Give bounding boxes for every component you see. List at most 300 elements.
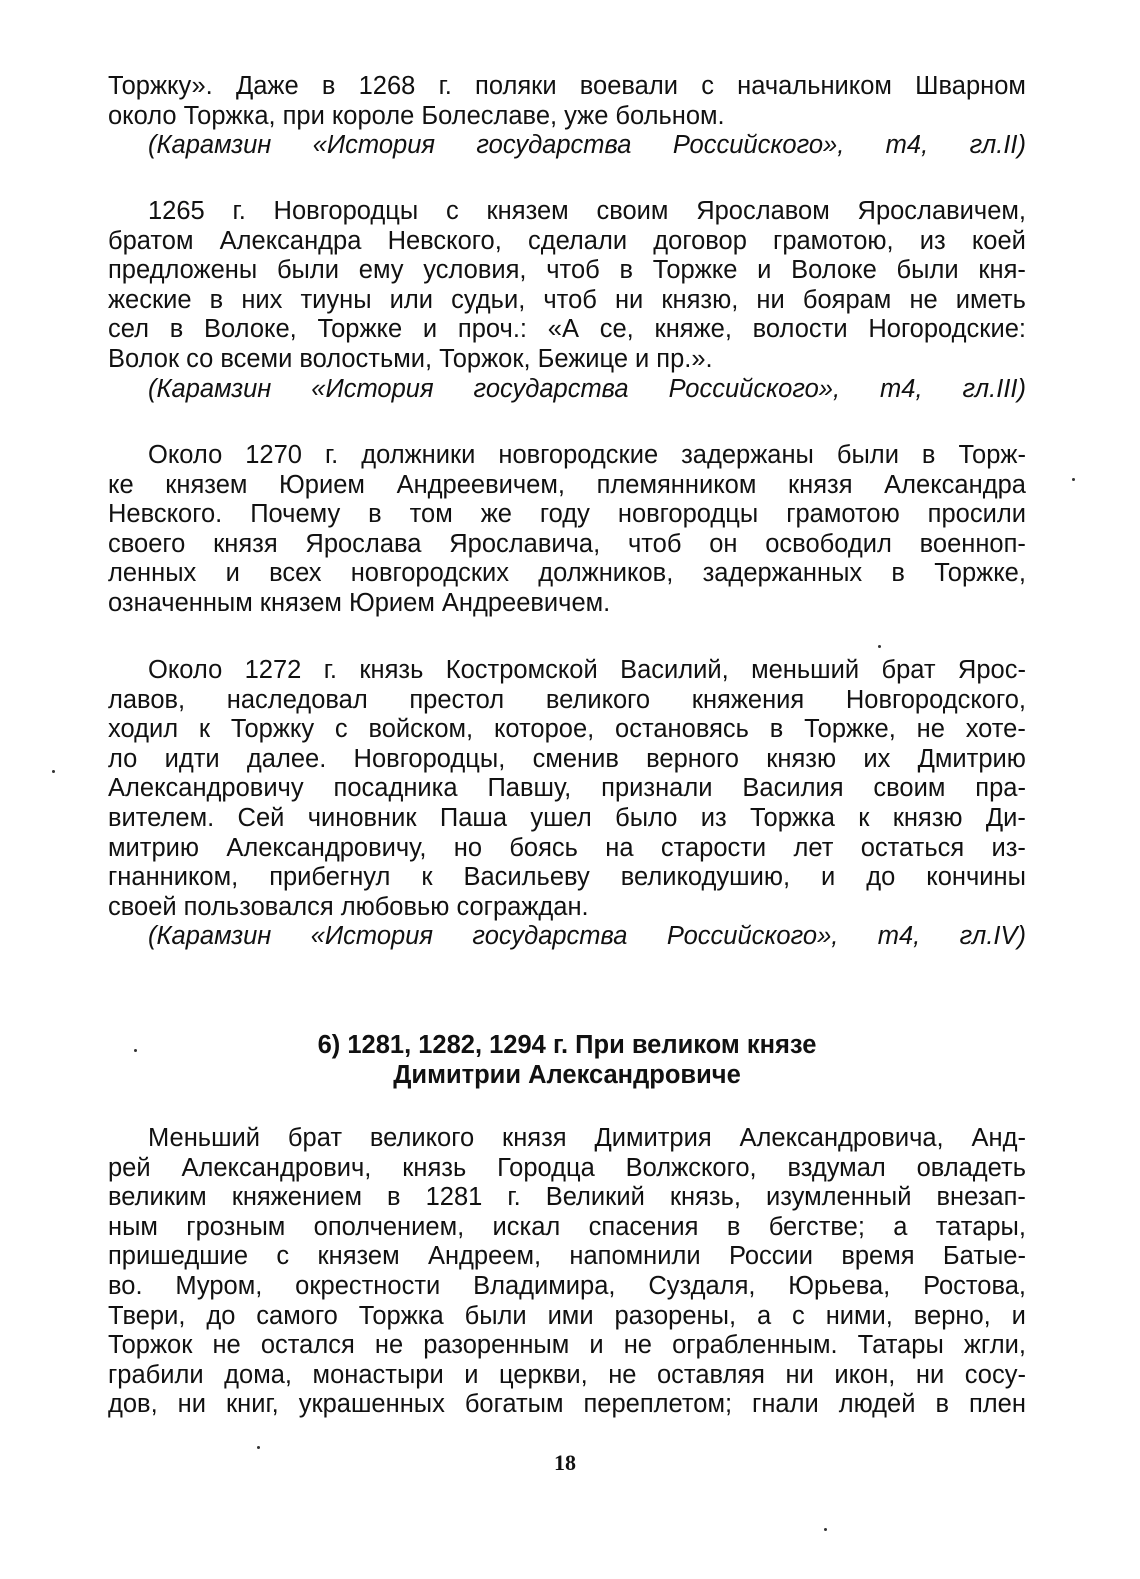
word: просили bbox=[927, 500, 1026, 529]
word: князя bbox=[213, 529, 278, 558]
word: Ярос- bbox=[957, 656, 1026, 684]
word: князю bbox=[766, 744, 837, 773]
word: 1281 bbox=[425, 1183, 483, 1212]
word: брат bbox=[287, 1124, 342, 1152]
word: князем bbox=[486, 197, 569, 225]
scan-speck bbox=[824, 1528, 827, 1531]
word: сделали bbox=[527, 226, 628, 255]
word: князя bbox=[788, 470, 853, 499]
word: и bbox=[225, 559, 240, 588]
word: в bbox=[769, 715, 784, 744]
word: их bbox=[863, 744, 891, 773]
word: прибегнул bbox=[269, 863, 391, 892]
word: были bbox=[836, 441, 899, 469]
word: митрию bbox=[108, 833, 200, 862]
word: задержанных bbox=[702, 559, 863, 588]
citation: (Карамзин «История государства Российского», т4, гл.IV) bbox=[148, 922, 1026, 951]
word: Татары bbox=[857, 1331, 944, 1360]
word: в bbox=[387, 1183, 401, 1212]
word: и bbox=[635, 344, 650, 373]
scan-speck bbox=[257, 1446, 260, 1449]
word: и bbox=[589, 1331, 604, 1360]
word: иметь bbox=[955, 285, 1026, 314]
text-line bbox=[108, 589, 1026, 619]
word: условия, bbox=[423, 256, 527, 285]
word: ным bbox=[108, 1212, 158, 1241]
word: Шварном bbox=[915, 72, 1026, 100]
word: Ярослава bbox=[305, 529, 422, 558]
word: жеские bbox=[108, 285, 192, 314]
word: Василия bbox=[742, 774, 844, 803]
word: грамотою, bbox=[773, 226, 894, 255]
paragraph-1281 bbox=[108, 1124, 1026, 1420]
word: из bbox=[919, 226, 946, 255]
word: в bbox=[726, 1212, 741, 1241]
text-line bbox=[108, 471, 1026, 501]
word: Ростова, bbox=[923, 1271, 1026, 1300]
paragraph-continuation bbox=[108, 72, 1026, 161]
word: не bbox=[608, 1360, 637, 1389]
word: Василий, bbox=[620, 656, 729, 684]
word: со bbox=[186, 344, 214, 373]
word: 1265 bbox=[148, 197, 205, 225]
word: были bbox=[464, 1301, 527, 1330]
word: ленных bbox=[108, 559, 197, 588]
word: Торж- bbox=[958, 441, 1026, 469]
word: идти bbox=[164, 744, 220, 773]
text-line bbox=[108, 315, 1026, 345]
word: том bbox=[409, 500, 453, 529]
word: Бежице bbox=[537, 344, 629, 373]
word: пользовался bbox=[183, 892, 334, 921]
word: время bbox=[841, 1242, 915, 1271]
word: вздумал bbox=[787, 1153, 886, 1182]
text-line bbox=[108, 1390, 1026, 1420]
word: се, bbox=[599, 315, 634, 344]
word: пр.». bbox=[656, 344, 713, 373]
word: самого bbox=[256, 1301, 338, 1330]
word: боясь bbox=[509, 833, 578, 862]
word: признали bbox=[601, 774, 713, 803]
word: бегстве; bbox=[768, 1212, 865, 1241]
word: Юрием bbox=[279, 470, 365, 499]
word: в bbox=[321, 72, 336, 100]
word: не bbox=[212, 1331, 241, 1360]
word: не bbox=[623, 1331, 652, 1360]
word: дов, bbox=[108, 1390, 158, 1419]
word: сменив bbox=[532, 744, 619, 773]
word: были bbox=[896, 256, 959, 285]
word: княже, bbox=[654, 315, 732, 344]
word: Андреевичем. bbox=[441, 588, 611, 617]
text-line bbox=[108, 1361, 1026, 1391]
word: лет bbox=[793, 833, 834, 862]
word: остановясь bbox=[615, 715, 749, 744]
word: освободил bbox=[765, 529, 892, 558]
word: в bbox=[935, 1390, 949, 1419]
word: Андреевичем, bbox=[396, 470, 565, 499]
word: овладеть bbox=[916, 1153, 1026, 1182]
word: ограбленным. bbox=[672, 1331, 838, 1360]
word: князь bbox=[359, 656, 424, 684]
word: брат bbox=[881, 656, 936, 684]
word: Сей bbox=[237, 803, 285, 832]
word: не bbox=[909, 285, 938, 314]
word: с bbox=[701, 72, 714, 100]
word: жгли, bbox=[963, 1331, 1026, 1360]
word: Александрович, bbox=[181, 1153, 372, 1182]
word: Торжка, bbox=[183, 101, 276, 130]
paragraph-1270 bbox=[108, 441, 1026, 619]
text-line bbox=[108, 1213, 1026, 1243]
word: Почему bbox=[250, 500, 341, 529]
section-heading-line-1: 6) 1281, 1282, 1294 г. При великом князе bbox=[317, 1031, 817, 1059]
word: г. bbox=[324, 441, 339, 469]
word: означенным bbox=[108, 588, 253, 617]
word: и bbox=[757, 256, 772, 285]
word: племянником bbox=[596, 470, 757, 499]
word: Павшу, bbox=[487, 774, 572, 803]
word: но bbox=[453, 833, 483, 862]
text-line bbox=[108, 804, 1026, 834]
word: волости bbox=[752, 315, 848, 344]
word: великим bbox=[108, 1183, 207, 1212]
word: княжения bbox=[691, 685, 805, 714]
paragraph-1272 bbox=[108, 656, 1026, 952]
word: же bbox=[480, 500, 512, 529]
word: короле bbox=[331, 101, 415, 130]
word: он bbox=[709, 529, 738, 558]
word: Васильеву bbox=[463, 863, 590, 892]
word: сел bbox=[108, 315, 149, 344]
word: Ногородские: bbox=[868, 315, 1026, 344]
word: Паша bbox=[439, 803, 508, 832]
word: Юрием bbox=[348, 588, 435, 617]
word: новгородцы bbox=[617, 500, 759, 529]
word: великодушию, bbox=[620, 863, 791, 892]
text-line bbox=[108, 345, 1026, 375]
word: внезап- bbox=[936, 1183, 1026, 1212]
text-line bbox=[108, 686, 1026, 716]
word: судьи, bbox=[451, 285, 526, 314]
word: вителем. bbox=[108, 803, 215, 832]
word: Торжке bbox=[652, 256, 738, 285]
text-line bbox=[108, 500, 1026, 530]
word: Великий bbox=[545, 1183, 645, 1212]
word: воевали bbox=[579, 72, 678, 100]
text-line bbox=[108, 1183, 1026, 1213]
word: не bbox=[374, 1331, 404, 1360]
word: своей bbox=[108, 892, 177, 921]
word: новгородских bbox=[350, 559, 510, 588]
word: Волжского, bbox=[625, 1153, 757, 1182]
word: меньший bbox=[751, 656, 860, 684]
word: Димитрия bbox=[594, 1124, 712, 1152]
word: наследовал bbox=[226, 685, 368, 714]
word: разоренным bbox=[423, 1331, 570, 1360]
word: переплетом; bbox=[583, 1390, 733, 1419]
word: всеми bbox=[220, 344, 293, 373]
word: пра- bbox=[975, 774, 1026, 803]
word: разорены, bbox=[614, 1301, 737, 1330]
word: грозным bbox=[186, 1212, 286, 1241]
word: в bbox=[169, 315, 184, 344]
text-line bbox=[108, 1154, 1026, 1184]
word: из bbox=[700, 803, 727, 832]
text-line bbox=[108, 656, 1026, 686]
word: военноп- bbox=[919, 529, 1026, 558]
word: далее. bbox=[246, 744, 327, 773]
word: ними, bbox=[825, 1301, 893, 1330]
text-line bbox=[108, 745, 1026, 775]
scan-speck bbox=[1072, 478, 1075, 481]
word: Торжке, bbox=[934, 559, 1026, 588]
word: Около bbox=[148, 656, 223, 684]
word: к bbox=[198, 715, 211, 744]
word: ходил bbox=[108, 715, 179, 744]
word: во. bbox=[108, 1271, 143, 1300]
word: предложены bbox=[108, 256, 258, 285]
word: чтоб bbox=[546, 256, 600, 285]
word: верно, bbox=[913, 1301, 991, 1330]
word: татары, bbox=[935, 1212, 1026, 1241]
word: ими bbox=[547, 1301, 594, 1330]
word: 1268 bbox=[358, 72, 416, 100]
text-line bbox=[108, 1302, 1026, 1332]
word: старости bbox=[660, 833, 767, 862]
word: боярам bbox=[802, 285, 892, 314]
word: остался bbox=[260, 1331, 355, 1360]
word: них bbox=[241, 285, 283, 314]
word: князю, bbox=[661, 285, 739, 314]
word: договор bbox=[653, 226, 747, 255]
word: князь bbox=[402, 1153, 467, 1182]
word: оставляя bbox=[657, 1360, 765, 1389]
text-line bbox=[108, 72, 1026, 102]
word: до bbox=[206, 1301, 236, 1330]
word: Муром, bbox=[175, 1271, 263, 1300]
word: верного bbox=[646, 744, 739, 773]
word: ушел bbox=[530, 803, 592, 832]
word: плен bbox=[968, 1390, 1026, 1419]
text-line bbox=[108, 256, 1026, 286]
word: Волоке bbox=[791, 256, 877, 285]
word: сограждан. bbox=[456, 892, 589, 921]
scan-speck bbox=[878, 645, 881, 648]
word: изумленный bbox=[766, 1183, 912, 1212]
word: новгородские bbox=[498, 441, 659, 469]
word: княжением bbox=[231, 1183, 363, 1212]
word: не bbox=[916, 715, 945, 744]
text-line bbox=[108, 286, 1026, 316]
word: г. bbox=[507, 1183, 521, 1212]
word: Батые- bbox=[942, 1242, 1026, 1271]
word: Торжке bbox=[317, 315, 403, 344]
word: престол bbox=[409, 685, 505, 714]
word: Ди- bbox=[985, 803, 1026, 832]
word: из- bbox=[991, 833, 1026, 862]
word: ло bbox=[108, 744, 138, 773]
word: г. bbox=[438, 72, 452, 100]
word: Торжке, bbox=[804, 715, 896, 744]
word: волостьми, bbox=[299, 344, 433, 373]
word: князем bbox=[259, 588, 342, 617]
word: до bbox=[866, 863, 896, 892]
citation: (Карамзин «История государства Российского», т4, гл.III) bbox=[148, 374, 1026, 403]
word: которое, bbox=[493, 715, 595, 744]
word: остаться bbox=[860, 833, 965, 862]
word: ке bbox=[108, 470, 134, 499]
word: Твери, bbox=[108, 1301, 186, 1330]
word: дома, bbox=[224, 1360, 293, 1389]
word: лавов, bbox=[108, 685, 186, 714]
word: окрестности bbox=[295, 1271, 441, 1300]
word: кончины bbox=[926, 863, 1026, 892]
word: монастыри bbox=[312, 1360, 444, 1389]
word: Невского, bbox=[387, 226, 502, 255]
word: на bbox=[605, 833, 634, 862]
word: Даже bbox=[235, 72, 299, 100]
word: в bbox=[891, 559, 905, 588]
word: 1272 bbox=[244, 656, 302, 684]
text-line bbox=[108, 227, 1026, 257]
word: Дмитрию bbox=[917, 744, 1026, 773]
word: при bbox=[282, 101, 325, 130]
word: с bbox=[446, 197, 459, 225]
word: Анд- bbox=[971, 1124, 1026, 1152]
word: икон, bbox=[834, 1360, 896, 1389]
word: г. bbox=[323, 656, 337, 684]
word: Торжку». bbox=[108, 72, 213, 100]
word: в bbox=[619, 256, 634, 285]
word: ни bbox=[785, 1360, 814, 1389]
word: году bbox=[539, 500, 590, 529]
word: к bbox=[858, 803, 870, 832]
word: Меньший bbox=[148, 1124, 261, 1152]
word: ни bbox=[915, 1360, 945, 1389]
word: братом bbox=[108, 226, 194, 255]
text-line bbox=[108, 774, 1026, 804]
word: в bbox=[368, 500, 382, 529]
word: г. bbox=[232, 197, 246, 225]
word: ни bbox=[614, 285, 644, 314]
word: Торжка bbox=[749, 803, 835, 832]
word: в bbox=[209, 285, 224, 314]
word: людей bbox=[838, 1390, 916, 1419]
word: напомнили bbox=[569, 1242, 701, 1271]
word: «А bbox=[547, 315, 579, 344]
word: Торжок bbox=[108, 1331, 193, 1360]
text-line bbox=[108, 863, 1026, 893]
word: своего bbox=[108, 529, 186, 558]
word: своим bbox=[873, 774, 946, 803]
word: украшенных bbox=[298, 1390, 445, 1419]
word: начальником bbox=[737, 72, 892, 100]
word: с bbox=[792, 1301, 805, 1330]
word: Новгородцы, bbox=[353, 744, 506, 773]
section-heading-line-2: Димитрии Александровиче bbox=[393, 1061, 741, 1089]
word: пришедшие bbox=[108, 1242, 249, 1271]
word: Волок bbox=[108, 344, 180, 373]
word: уже bbox=[564, 101, 609, 130]
word: Костромской bbox=[445, 656, 598, 684]
word: чтоб bbox=[627, 529, 682, 558]
word: Новгородского, bbox=[845, 685, 1026, 714]
word: великого bbox=[369, 1124, 475, 1152]
word: Андреем, bbox=[427, 1242, 542, 1271]
word: Александра bbox=[884, 470, 1026, 499]
word: Ярославича, bbox=[449, 529, 601, 558]
word: чиновник bbox=[307, 803, 417, 832]
text-line bbox=[108, 530, 1026, 560]
text-line bbox=[108, 1331, 1026, 1361]
word: гнанником, bbox=[108, 863, 239, 892]
word: ему bbox=[358, 256, 404, 285]
paragraph-1265 bbox=[108, 197, 1026, 404]
word: церкви, bbox=[498, 1360, 588, 1389]
word: Александровича, bbox=[739, 1124, 944, 1152]
word: князем bbox=[165, 470, 248, 499]
text-line bbox=[108, 102, 1026, 132]
text-line bbox=[108, 834, 1026, 864]
word: задержаны bbox=[681, 441, 814, 469]
word: или bbox=[389, 285, 434, 314]
word: коей bbox=[971, 226, 1026, 255]
word: России bbox=[728, 1242, 814, 1271]
section-heading bbox=[108, 1030, 1026, 1090]
word: к bbox=[421, 863, 433, 892]
word: спасения bbox=[588, 1212, 699, 1241]
word: Суздаля, bbox=[648, 1271, 756, 1300]
word: больном. bbox=[615, 101, 725, 130]
word: войском, bbox=[368, 715, 474, 744]
word: Городца bbox=[497, 1153, 595, 1182]
word: грабили bbox=[108, 1360, 204, 1389]
text-line bbox=[108, 1124, 1026, 1154]
word: а bbox=[756, 1301, 772, 1330]
word: Владимира, bbox=[473, 1271, 616, 1300]
word: Александровичу, bbox=[226, 833, 427, 862]
word: с bbox=[276, 1242, 290, 1271]
word: и bbox=[422, 315, 438, 344]
word: ни bbox=[177, 1390, 206, 1419]
word: книг, bbox=[225, 1390, 279, 1419]
word: кня- bbox=[978, 256, 1026, 285]
word: любовью bbox=[340, 892, 450, 921]
word: Болеславе, bbox=[421, 101, 558, 130]
text-line bbox=[108, 715, 1026, 745]
word: чтоб bbox=[543, 285, 597, 314]
text-line bbox=[108, 197, 1026, 227]
word: богатым bbox=[464, 1390, 564, 1419]
word: поляки bbox=[475, 72, 557, 100]
word: грамотою bbox=[786, 500, 900, 529]
scan-speck bbox=[52, 770, 55, 773]
word: Новгородцы bbox=[273, 197, 419, 225]
word: ни bbox=[756, 285, 785, 314]
word: и bbox=[464, 1360, 479, 1389]
word: около bbox=[108, 101, 177, 130]
scan-speck bbox=[134, 1049, 137, 1052]
word: и bbox=[1011, 1301, 1026, 1330]
word: Александра bbox=[219, 226, 362, 255]
word: своим bbox=[596, 197, 669, 225]
word: Волоке, bbox=[204, 315, 297, 344]
word: князя bbox=[502, 1124, 567, 1152]
word: князь, bbox=[669, 1183, 741, 1212]
word: 1270 bbox=[245, 441, 302, 469]
word: проч.: bbox=[457, 315, 527, 344]
